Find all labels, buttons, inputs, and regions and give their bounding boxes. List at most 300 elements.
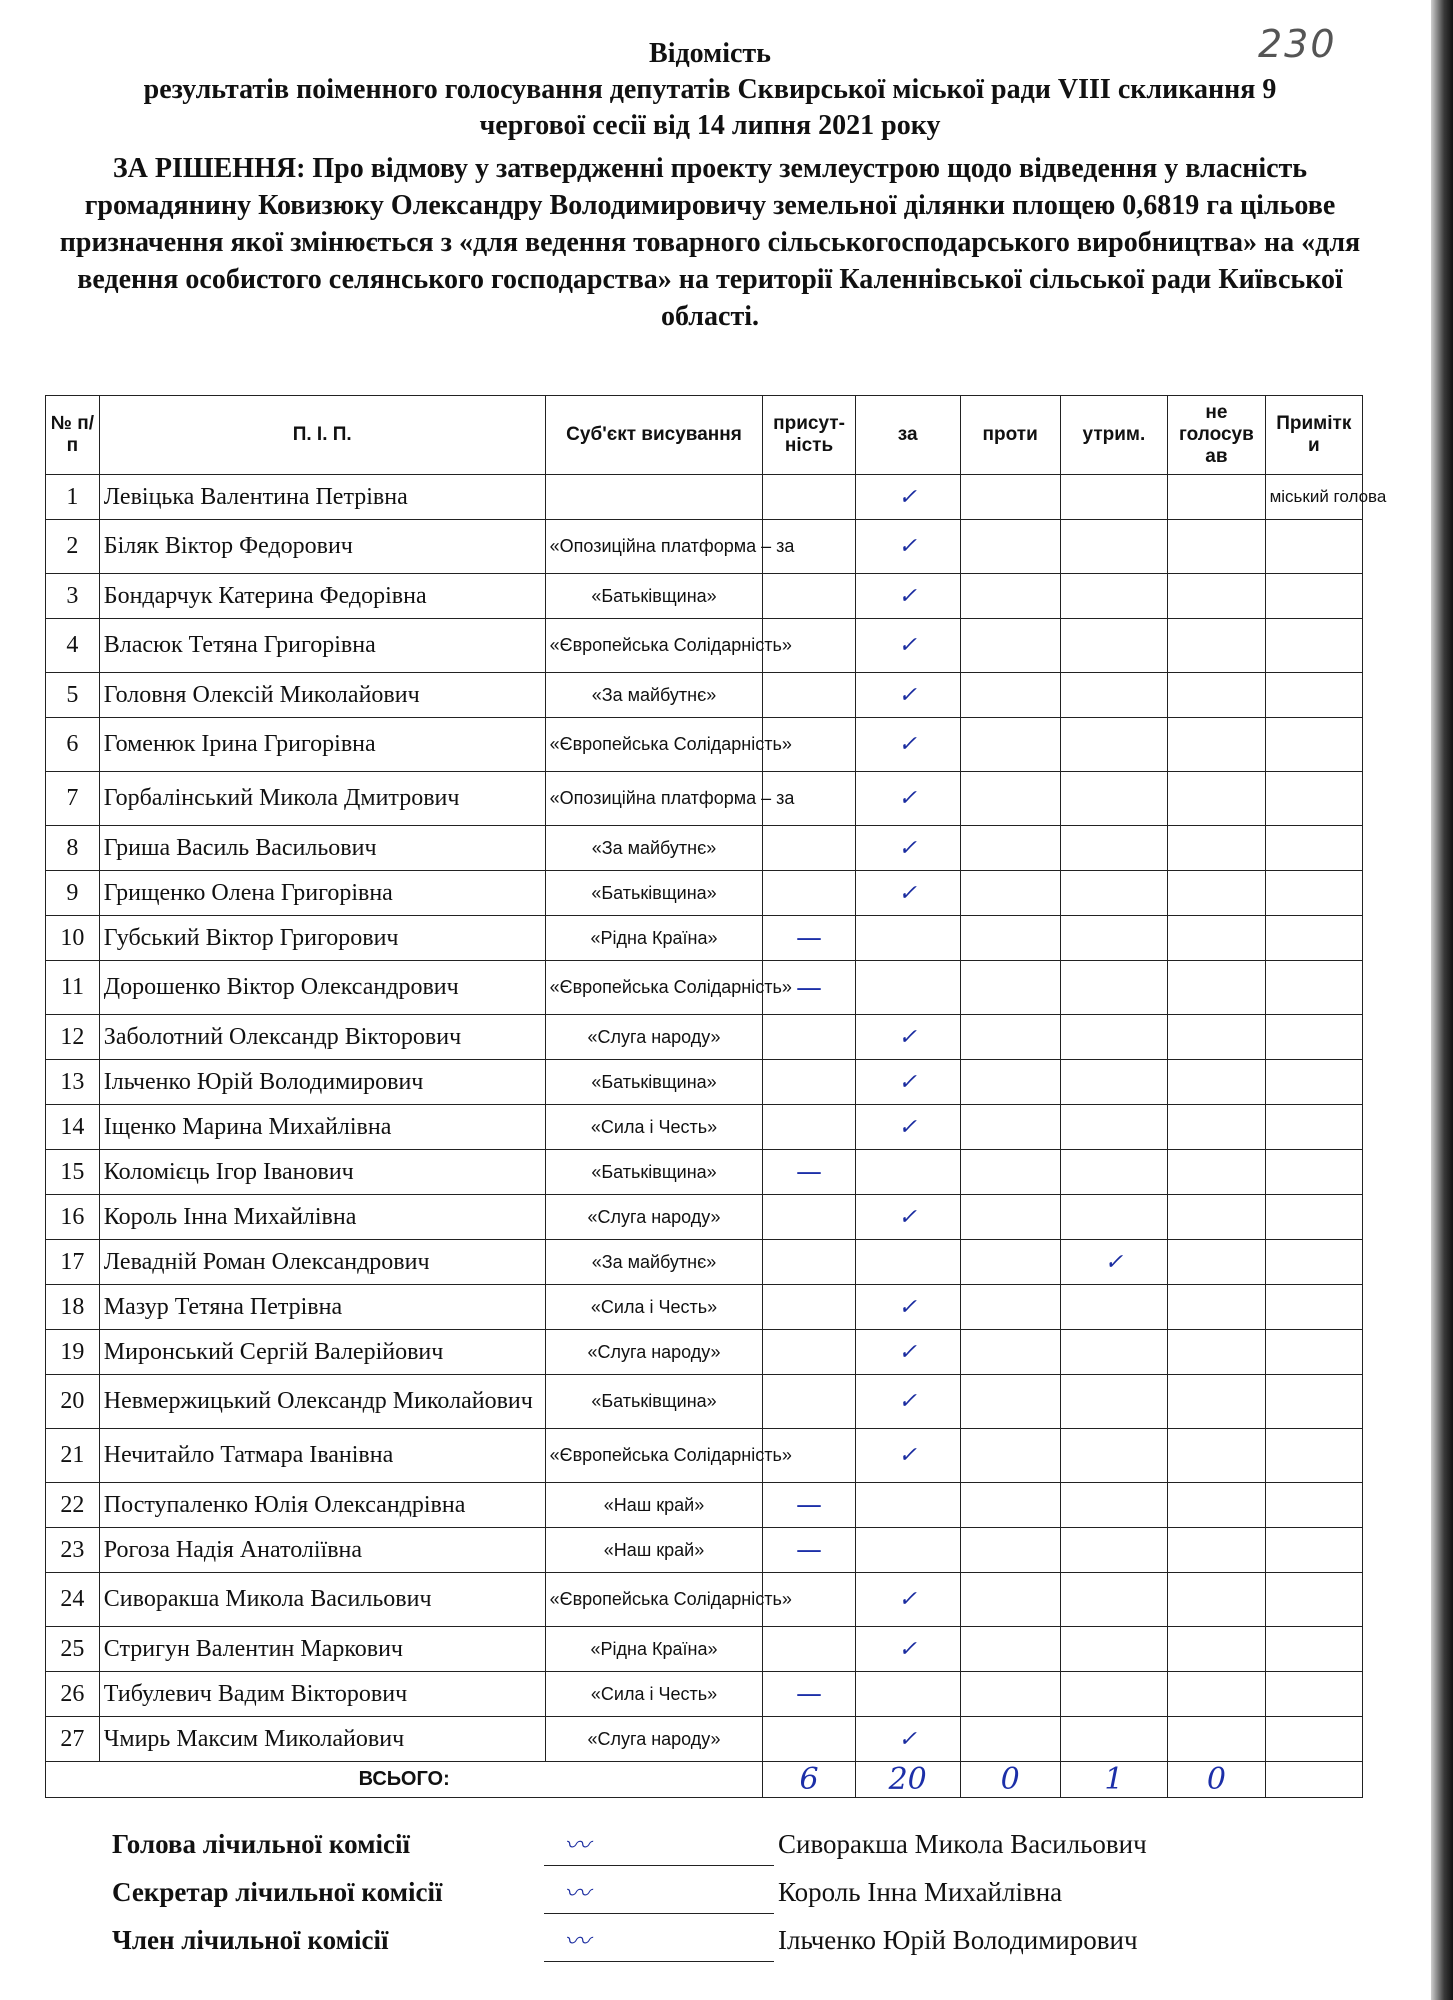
vote-against-cell <box>960 1060 1060 1105</box>
presence-cell: — <box>763 1528 855 1573</box>
vote-against-cell <box>960 1672 1060 1717</box>
table-row <box>46 1195 1363 1240</box>
page-number: 230 <box>1258 22 1337 66</box>
note-cell <box>1265 1483 1362 1528</box>
counting-commission <box>112 1825 1232 1969</box>
note-cell: міський голова <box>1265 475 1362 520</box>
presence-cell <box>763 1285 855 1330</box>
table-row <box>46 1717 1363 1762</box>
not-voted-cell <box>1168 718 1265 772</box>
deputy-name: Мазур Тетяна Петрівна <box>99 1285 545 1330</box>
not-voted-cell <box>1168 1483 1265 1528</box>
note-cell <box>1265 916 1362 961</box>
presence-cell <box>763 574 855 619</box>
header-num: № п/п <box>46 396 100 475</box>
deputy-name: Нечитайло Татмара Іванівна <box>99 1429 545 1483</box>
vote-for-cell <box>855 1240 960 1285</box>
not-voted-cell <box>1168 574 1265 619</box>
deputy-name: Іщенко Марина Михайлівна <box>99 1105 545 1150</box>
table-row <box>46 1330 1363 1375</box>
note-cell <box>1265 1573 1362 1627</box>
note-cell <box>1265 1240 1362 1285</box>
vote-against-cell <box>960 673 1060 718</box>
nominating-party: «Європейська Солідарність» <box>545 961 763 1015</box>
vote-abstain-cell <box>1060 1105 1168 1150</box>
vote-abstain-cell <box>1060 1150 1168 1195</box>
note-cell <box>1265 1330 1362 1375</box>
vote-abstain-cell <box>1060 826 1168 871</box>
note-cell <box>1265 619 1362 673</box>
row-number: 24 <box>46 1573 100 1627</box>
total-not-voted: 0 <box>1168 1762 1265 1798</box>
vote-for-cell: ✓ <box>855 1285 960 1330</box>
scan-edge <box>1431 0 1453 2000</box>
row-number: 10 <box>46 916 100 961</box>
deputy-name: Горбалінський Микола Дмитрович <box>99 772 545 826</box>
signature-mark: 〰 <box>564 1927 591 1957</box>
not-voted-cell <box>1168 1105 1265 1150</box>
nominating-party: «Сила і Честь» <box>545 1105 763 1150</box>
nominating-party: «Європейська Солідарність» <box>545 1573 763 1627</box>
nominating-party <box>545 475 763 520</box>
row-number: 11 <box>46 961 100 1015</box>
presence-cell <box>763 1330 855 1375</box>
commission-person: Король Інна Михайлівна <box>778 1877 1063 1907</box>
note-cell <box>1265 1717 1362 1762</box>
presence-cell <box>763 826 855 871</box>
vote-for-cell: ✓ <box>855 871 960 916</box>
row-number: 25 <box>46 1627 100 1672</box>
vote-abstain-cell <box>1060 961 1168 1015</box>
table-row <box>46 619 1363 673</box>
header-note: Примітк и <box>1265 396 1362 475</box>
commission-role: Секретар лічильної комісії <box>112 1877 443 1907</box>
vote-against-cell <box>960 1483 1060 1528</box>
resolution-text: ЗА РІШЕННЯ: Про відмову у затвердженні проекту землеустрою щодо відведення у власність громадянину Ковизюку Олександру Володимировичу земельної ділянки площею 0,6819 га цільове призначення якої змінюється з «для ведення товарного сільськогосподарського виробництва» на «для ведення особистого селянського господарства» на території Каленнівської сільської ради Київської області. <box>59 153 1361 332</box>
presence-cell: — <box>763 1483 855 1528</box>
vote-abstain-cell <box>1060 1015 1168 1060</box>
deputy-name: Заболотний Олександр Вікторович <box>99 1015 545 1060</box>
not-voted-cell <box>1168 475 1265 520</box>
vote-against-cell <box>960 718 1060 772</box>
vote-against-cell <box>960 1330 1060 1375</box>
vote-for-cell: ✓ <box>855 475 960 520</box>
presence-cell <box>763 1060 855 1105</box>
vote-against-cell <box>960 1015 1060 1060</box>
vote-against-cell <box>960 1195 1060 1240</box>
note-cell <box>1265 1672 1362 1717</box>
not-voted-cell <box>1168 1375 1265 1429</box>
nominating-party: «За майбутнє» <box>545 826 763 871</box>
nominating-party: «Європейська Солідарність» <box>545 1429 763 1483</box>
vote-for-cell: ✓ <box>855 1627 960 1672</box>
presence-cell: — <box>763 1672 855 1717</box>
vote-for-cell: ✓ <box>855 1375 960 1429</box>
presence-cell <box>763 1717 855 1762</box>
table-row <box>46 826 1363 871</box>
nominating-party: «Батьківщина» <box>545 1060 763 1105</box>
vote-against-cell <box>960 1150 1060 1195</box>
vote-for-cell: ✓ <box>855 1717 960 1762</box>
header-subject: Суб'єкт висування <box>545 396 763 475</box>
note-cell <box>1265 1627 1362 1672</box>
presence-cell: — <box>763 961 855 1015</box>
row-number: 4 <box>46 619 100 673</box>
row-number: 15 <box>46 1150 100 1195</box>
note-cell <box>1265 673 1362 718</box>
note-cell <box>1265 520 1362 574</box>
vote-against-cell <box>960 871 1060 916</box>
row-number: 3 <box>46 574 100 619</box>
table-row <box>46 1150 1363 1195</box>
total-presence: 6 <box>763 1762 855 1798</box>
vote-against-cell <box>960 1429 1060 1483</box>
vote-against-cell <box>960 574 1060 619</box>
table-row <box>46 574 1363 619</box>
vote-for-cell: ✓ <box>855 1330 960 1375</box>
header-for: за <box>855 396 960 475</box>
presence-cell <box>763 871 855 916</box>
vote-against-cell <box>960 1240 1060 1285</box>
note-cell <box>1265 871 1362 916</box>
commission-row <box>112 1873 1232 1921</box>
vote-abstain-cell: ✓ <box>1060 1240 1168 1285</box>
vote-for-cell <box>855 1528 960 1573</box>
vote-abstain-cell <box>1060 673 1168 718</box>
vote-against-cell <box>960 826 1060 871</box>
table-row <box>46 475 1363 520</box>
deputy-name: Бондарчук Катерина Федорівна <box>99 574 545 619</box>
vote-abstain-cell <box>1060 1483 1168 1528</box>
vote-abstain-cell <box>1060 520 1168 574</box>
row-number: 27 <box>46 1717 100 1762</box>
note-cell <box>1265 826 1362 871</box>
not-voted-cell <box>1168 1717 1265 1762</box>
not-voted-cell <box>1168 1195 1265 1240</box>
vote-abstain-cell <box>1060 1429 1168 1483</box>
row-number: 14 <box>46 1105 100 1150</box>
not-voted-cell <box>1168 619 1265 673</box>
deputy-name: Біляк Віктор Федорович <box>99 520 545 574</box>
vote-against-cell <box>960 1285 1060 1330</box>
nominating-party: «Слуга народу» <box>545 1015 763 1060</box>
row-number: 16 <box>46 1195 100 1240</box>
vote-for-cell: ✓ <box>855 619 960 673</box>
row-number: 5 <box>46 673 100 718</box>
not-voted-cell <box>1168 1573 1265 1627</box>
deputy-name: Гоменюк Ірина Григорівна <box>99 718 545 772</box>
deputy-name: Сиворакша Микола Васильович <box>99 1573 545 1627</box>
vote-abstain-cell <box>1060 1627 1168 1672</box>
table-row <box>46 1285 1363 1330</box>
presence-cell <box>763 475 855 520</box>
not-voted-cell <box>1168 772 1265 826</box>
row-number: 19 <box>46 1330 100 1375</box>
vote-for-cell: ✓ <box>855 1573 960 1627</box>
deputy-name: Гриша Василь Васильович <box>99 826 545 871</box>
vote-abstain-cell <box>1060 1717 1168 1762</box>
total-abstain: 1 <box>1060 1762 1168 1798</box>
note-cell <box>1265 718 1362 772</box>
deputy-name: Губський Віктор Григорович <box>99 916 545 961</box>
row-number: 21 <box>46 1429 100 1483</box>
deputy-name: Грищенко Олена Григорівна <box>99 871 545 916</box>
vote-against-cell <box>960 961 1060 1015</box>
table-row <box>46 961 1363 1015</box>
vote-against-cell <box>960 1573 1060 1627</box>
note-cell <box>1265 1150 1362 1195</box>
not-voted-cell <box>1168 1330 1265 1375</box>
row-number: 26 <box>46 1672 100 1717</box>
totals-row <box>46 1762 1363 1798</box>
vote-abstain-cell <box>1060 871 1168 916</box>
not-voted-cell <box>1168 871 1265 916</box>
note-cell <box>1265 961 1362 1015</box>
presence-cell: — <box>763 1150 855 1195</box>
total-note <box>1265 1762 1362 1798</box>
vote-abstain-cell <box>1060 1330 1168 1375</box>
vote-for-cell: ✓ <box>855 1105 960 1150</box>
deputy-name: Дорошенко Віктор Олександрович <box>99 961 545 1015</box>
vote-abstain-cell <box>1060 1375 1168 1429</box>
nominating-party: «Батьківщина» <box>545 1150 763 1195</box>
vote-abstain-cell <box>1060 574 1168 619</box>
not-voted-cell <box>1168 961 1265 1015</box>
presence-cell: — <box>763 916 855 961</box>
row-number: 22 <box>46 1483 100 1528</box>
table-header-row <box>46 396 1363 475</box>
signature-line <box>544 1913 774 1914</box>
commission-role: Голова лічильної комісії <box>112 1829 410 1859</box>
nominating-party: «Наш край» <box>545 1528 763 1573</box>
deputy-name: Поступаленко Юлія Олександрівна <box>99 1483 545 1528</box>
commission-person: Сиворакша Микола Васильович <box>778 1829 1147 1859</box>
vote-abstain-cell <box>1060 718 1168 772</box>
vote-abstain-cell <box>1060 619 1168 673</box>
deputy-name: Ільченко Юрій Володимирович <box>99 1060 545 1105</box>
table-row <box>46 1528 1363 1573</box>
note-cell <box>1265 1375 1362 1429</box>
vote-for-cell <box>855 961 960 1015</box>
table-row <box>46 1573 1363 1627</box>
note-cell <box>1265 1015 1362 1060</box>
row-number: 1 <box>46 475 100 520</box>
table-row <box>46 1429 1363 1483</box>
note-cell <box>1265 574 1362 619</box>
row-number: 2 <box>46 520 100 574</box>
row-number: 6 <box>46 718 100 772</box>
not-voted-cell <box>1168 1060 1265 1105</box>
table-row <box>46 673 1363 718</box>
not-voted-cell <box>1168 1015 1265 1060</box>
nominating-party: «Рідна Країна» <box>545 916 763 961</box>
not-voted-cell <box>1168 1150 1265 1195</box>
row-number: 17 <box>46 1240 100 1285</box>
commission-row <box>112 1825 1232 1873</box>
header-abstain: утрим. <box>1060 396 1168 475</box>
row-number: 23 <box>46 1528 100 1573</box>
document-subtitle-2: чергової сесії від 14 липня 2021 року <box>479 110 941 141</box>
deputy-name: Головня Олексій Миколайович <box>99 673 545 718</box>
vote-for-cell: ✓ <box>855 673 960 718</box>
note-cell <box>1265 1195 1362 1240</box>
not-voted-cell <box>1168 1240 1265 1285</box>
deputy-name: Невмержицький Олександр Миколайович <box>99 1375 545 1429</box>
vote-against-cell <box>960 619 1060 673</box>
nominating-party: «Наш край» <box>545 1483 763 1528</box>
table-row <box>46 1015 1363 1060</box>
presence-cell <box>763 1195 855 1240</box>
presence-cell <box>763 1627 855 1672</box>
nominating-party: «Слуга народу» <box>545 1330 763 1375</box>
table-row <box>46 1627 1363 1672</box>
not-voted-cell <box>1168 826 1265 871</box>
row-number: 9 <box>46 871 100 916</box>
vote-against-cell <box>960 1105 1060 1150</box>
not-voted-cell <box>1168 1429 1265 1483</box>
not-voted-cell <box>1168 1285 1265 1330</box>
document-title: Відомість <box>649 38 771 69</box>
vote-for-cell: ✓ <box>855 1060 960 1105</box>
nominating-party: «Батьківщина» <box>545 574 763 619</box>
note-cell <box>1265 1429 1362 1483</box>
nominating-party: «Європейська Солідарність» <box>545 718 763 772</box>
table-row <box>46 1672 1363 1717</box>
vote-against-cell <box>960 1627 1060 1672</box>
commission-person: Ільченко Юрій Володимирович <box>778 1925 1138 1955</box>
signature-mark: 〰 <box>564 1879 591 1909</box>
vote-for-cell: ✓ <box>855 1429 960 1483</box>
note-cell <box>1265 772 1362 826</box>
not-voted-cell <box>1168 1528 1265 1573</box>
row-number: 8 <box>46 826 100 871</box>
presence-cell <box>763 1375 855 1429</box>
presence-cell <box>763 1240 855 1285</box>
table-row <box>46 871 1363 916</box>
deputy-name: Стригун Валентин Маркович <box>99 1627 545 1672</box>
not-voted-cell <box>1168 673 1265 718</box>
commission-role: Член лічильної комісії <box>112 1925 389 1955</box>
vote-against-cell <box>960 475 1060 520</box>
vote-for-cell <box>855 1672 960 1717</box>
table-row <box>46 1240 1363 1285</box>
deputy-name: Тибулевич Вадим Вікторович <box>99 1672 545 1717</box>
not-voted-cell <box>1168 520 1265 574</box>
vote-abstain-cell <box>1060 1285 1168 1330</box>
nominating-party: «Слуга народу» <box>545 1195 763 1240</box>
not-voted-cell <box>1168 1627 1265 1672</box>
row-number: 7 <box>46 772 100 826</box>
vote-for-cell: ✓ <box>855 1015 960 1060</box>
vote-for-cell <box>855 1483 960 1528</box>
table-row <box>46 772 1363 826</box>
nominating-party: «Європейська Солідарність» <box>545 619 763 673</box>
presence-cell <box>763 673 855 718</box>
table-row <box>46 1375 1363 1429</box>
vote-for-cell <box>855 1150 960 1195</box>
deputy-name: Рогоза Надія Анатоліївна <box>99 1528 545 1573</box>
header-against: проти <box>960 396 1060 475</box>
vote-abstain-cell <box>1060 1672 1168 1717</box>
table-row <box>46 1105 1363 1150</box>
nominating-party: «Слуга народу» <box>545 1717 763 1762</box>
presence-cell <box>763 1105 855 1150</box>
nominating-party: «Опозиційна платформа – за <box>545 772 763 826</box>
vote-for-cell: ✓ <box>855 520 960 574</box>
vote-abstain-cell <box>1060 1573 1168 1627</box>
table-row <box>46 718 1363 772</box>
nominating-party: «За майбутнє» <box>545 1240 763 1285</box>
note-cell <box>1265 1060 1362 1105</box>
nominating-party: «Сила і Честь» <box>545 1285 763 1330</box>
table-row <box>46 916 1363 961</box>
note-cell <box>1265 1105 1362 1150</box>
commission-row <box>112 1921 1232 1969</box>
row-number: 13 <box>46 1060 100 1105</box>
presence-cell <box>763 1015 855 1060</box>
deputy-name: Миронський Сергій Валерійович <box>99 1330 545 1375</box>
row-number: 20 <box>46 1375 100 1429</box>
vote-abstain-cell <box>1060 1528 1168 1573</box>
nominating-party: «Батьківщина» <box>545 871 763 916</box>
totals-label: ВСЬОГО: <box>46 1762 763 1798</box>
signature-line <box>544 1961 774 1962</box>
nominating-party: «Батьківщина» <box>545 1375 763 1429</box>
total-against: 0 <box>960 1762 1060 1798</box>
document-header <box>40 36 1380 335</box>
table-row <box>46 1483 1363 1528</box>
nominating-party: «Рідна Країна» <box>545 1627 763 1672</box>
deputy-name: Коломієць Ігор Іванович <box>99 1150 545 1195</box>
vote-abstain-cell <box>1060 1060 1168 1105</box>
vote-for-cell <box>855 916 960 961</box>
total-for: 20 <box>855 1762 960 1798</box>
row-number: 18 <box>46 1285 100 1330</box>
vote-for-cell: ✓ <box>855 574 960 619</box>
vote-against-cell <box>960 520 1060 574</box>
document-subtitle-1: результатів поіменного голосування депутатів Сквирської міської ради VIII скликання 9 <box>143 74 1277 105</box>
vote-against-cell <box>960 1375 1060 1429</box>
note-cell <box>1265 1285 1362 1330</box>
header-name: П. І. П. <box>99 396 545 475</box>
voting-table <box>45 395 1387 1798</box>
vote-abstain-cell <box>1060 1195 1168 1240</box>
vote-against-cell <box>960 772 1060 826</box>
row-number: 12 <box>46 1015 100 1060</box>
table-row <box>46 520 1363 574</box>
not-voted-cell <box>1168 916 1265 961</box>
vote-against-cell <box>960 1717 1060 1762</box>
nominating-party: «Опозиційна платформа – за <box>545 520 763 574</box>
header-presence: присут-ність <box>763 396 855 475</box>
signature-line <box>544 1865 774 1866</box>
nominating-party: «За майбутнє» <box>545 673 763 718</box>
deputy-name: Левадній Роман Олександрович <box>99 1240 545 1285</box>
deputy-name: Левіцька Валентина Петрівна <box>99 475 545 520</box>
vote-for-cell: ✓ <box>855 772 960 826</box>
vote-for-cell: ✓ <box>855 1195 960 1240</box>
vote-against-cell <box>960 1528 1060 1573</box>
vote-against-cell <box>960 916 1060 961</box>
signature-mark: 〰 <box>564 1831 591 1861</box>
vote-for-cell: ✓ <box>855 718 960 772</box>
vote-for-cell: ✓ <box>855 826 960 871</box>
deputy-name: Чмирь Максим Миколайович <box>99 1717 545 1762</box>
header-not-voted: не голосув ав <box>1168 396 1265 475</box>
vote-abstain-cell <box>1060 475 1168 520</box>
not-voted-cell <box>1168 1672 1265 1717</box>
deputy-name: Король Інна Михайлівна <box>99 1195 545 1240</box>
